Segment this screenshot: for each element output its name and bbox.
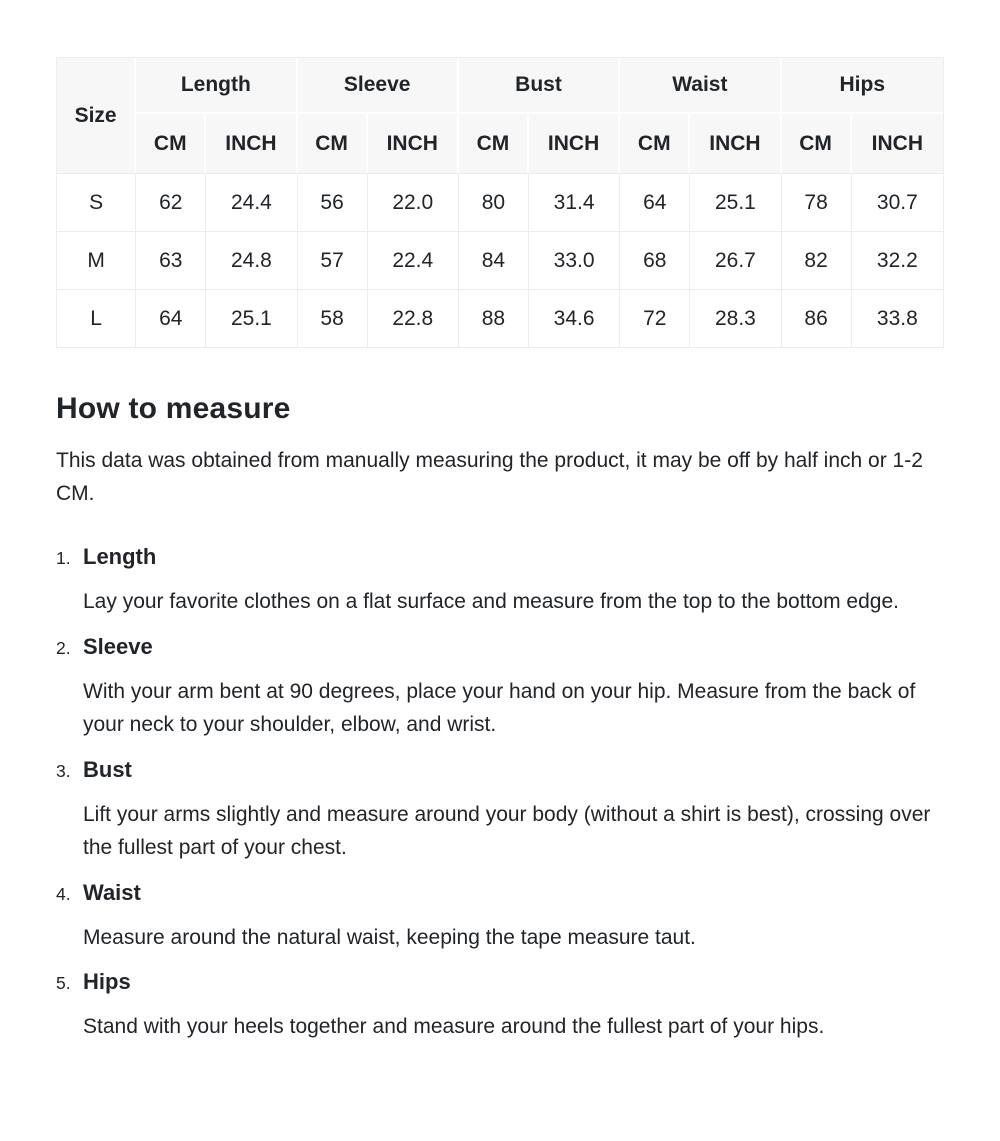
unit-header-bust-cm: CM	[459, 114, 529, 173]
cell-value: 33.8	[852, 289, 943, 347]
step-number: 5.	[56, 973, 71, 993]
column-group-waist: Waist	[620, 58, 781, 114]
list-item-sleeve	[56, 630, 946, 742]
step-number: 1.	[56, 548, 71, 568]
step-heading	[56, 965, 946, 1000]
step-title: Waist	[83, 879, 141, 905]
size-label: S	[57, 173, 136, 231]
step-number: 4.	[56, 883, 71, 904]
cell-value: 22.4	[368, 231, 459, 289]
cell-value: 34.6	[529, 289, 620, 347]
cell-value: 80	[459, 173, 529, 231]
cell-value: 88	[459, 289, 529, 347]
list-item-hips	[56, 965, 946, 1044]
step-description: Stand with your heels together and measure around the fullest part of your hips.	[83, 1015, 825, 1038]
step-description: With your arm bent at 90 degrees, place your hand on your hip. Measure from the back of your neck to your shoulder, elbow, and wrist.	[83, 679, 916, 736]
unit-header-length-cm: CM	[136, 114, 206, 173]
size-label: M	[57, 231, 136, 289]
cell-value: 57	[298, 231, 368, 289]
step-heading	[56, 540, 946, 575]
cell-value: 56	[298, 173, 368, 231]
cell-value: 26.7	[690, 231, 781, 289]
list-item-waist	[56, 876, 946, 955]
unit-header-waist-inch: INCH	[690, 114, 781, 173]
unit-header-sleeve-inch: INCH	[368, 114, 459, 173]
step-title: Hips	[83, 969, 131, 994]
cell-value: 22.8	[368, 289, 459, 347]
unit-header-sleeve-cm: CM	[298, 114, 368, 173]
unit-header-hips-cm: CM	[782, 114, 852, 173]
cell-value: 62	[136, 173, 206, 231]
unit-header-hips-inch: INCH	[852, 114, 943, 173]
size-column-header: Size	[57, 58, 136, 173]
unit-header-length-inch: INCH	[206, 114, 297, 173]
table-row-size-l	[57, 289, 943, 347]
cell-value: 86	[782, 289, 852, 347]
step-description: Lift your arms slightly and measure around your body (without a shirt is best), crossing over the fullest part of your chest.	[83, 802, 931, 859]
step-number: 2.	[56, 637, 71, 658]
cell-value: 82	[782, 231, 852, 289]
list-item-bust	[56, 753, 946, 865]
cell-value: 33.0	[529, 231, 620, 289]
size-chart-table	[56, 57, 944, 348]
cell-value: 72	[620, 289, 690, 347]
table-group-header-row	[57, 58, 943, 114]
column-group-sleeve: Sleeve	[298, 58, 459, 114]
how-to-measure-heading: How to measure	[56, 392, 291, 425]
cell-value: 28.3	[690, 289, 781, 347]
step-description: Measure around the natural waist, keeping the tape measure taut.	[83, 925, 696, 949]
size-label: L	[57, 289, 136, 347]
cell-value: 30.7	[852, 173, 943, 231]
measurement-disclaimer: This data was obtained from manually measuring the product, it may be off by half inch or 1-2 CM.	[56, 449, 923, 505]
table-row-size-s	[57, 173, 943, 231]
cell-value: 64	[136, 289, 206, 347]
step-title: Length	[83, 544, 157, 569]
table-row-size-m	[57, 231, 943, 289]
step-title: Sleeve	[83, 633, 153, 659]
cell-value: 32.2	[852, 231, 943, 289]
cell-value: 68	[620, 231, 690, 289]
unit-header-waist-cm: CM	[620, 114, 690, 173]
list-item-length	[56, 540, 946, 619]
step-heading	[56, 630, 946, 665]
column-group-length: Length	[136, 58, 297, 114]
cell-value: 78	[782, 173, 852, 231]
cell-value: 64	[620, 173, 690, 231]
cell-value: 25.1	[206, 289, 297, 347]
measurement-steps-list	[56, 540, 946, 1044]
cell-value: 31.4	[529, 173, 620, 231]
cell-value: 63	[136, 231, 206, 289]
unit-header-bust-inch: INCH	[529, 114, 620, 173]
cell-value: 24.4	[206, 173, 297, 231]
step-title: Bust	[83, 756, 132, 782]
cell-value: 84	[459, 231, 529, 289]
step-description: Lay your favorite clothes on a flat surface and measure from the top to the bottom edge.	[83, 590, 899, 613]
cell-value: 25.1	[690, 173, 781, 231]
step-heading	[56, 876, 946, 911]
cell-value: 22.0	[368, 173, 459, 231]
column-group-bust: Bust	[459, 58, 620, 114]
cell-value: 58	[298, 289, 368, 347]
step-heading	[56, 753, 946, 788]
step-number: 3.	[56, 760, 71, 781]
column-group-hips: Hips	[782, 58, 943, 114]
cell-value: 24.8	[206, 231, 297, 289]
table-unit-header-row	[57, 114, 943, 173]
